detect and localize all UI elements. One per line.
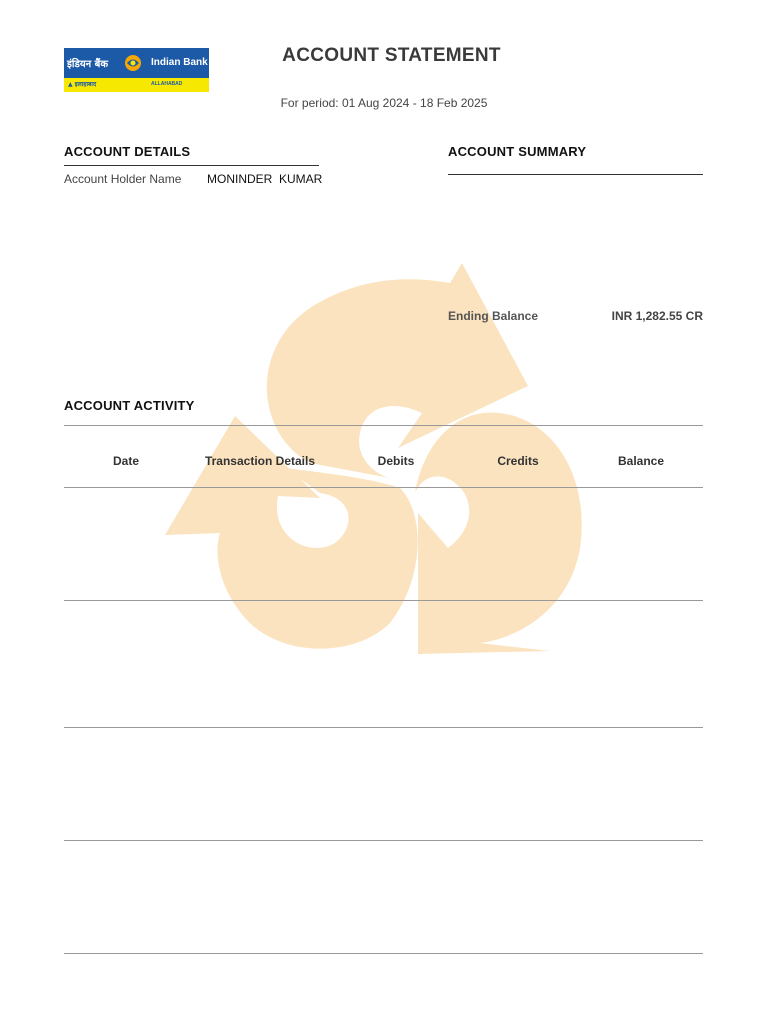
account-holder-label: Account Holder Name: [64, 172, 182, 186]
column-header-debits: Debits: [377, 454, 415, 468]
ending-balance-value: INR 1,282.55 CR: [611, 309, 703, 323]
bank-logo: [64, 48, 209, 92]
table-row-divider: [64, 840, 703, 841]
logo-sub-english: ALLAHABAD: [151, 81, 183, 87]
column-header-credits: Credits: [497, 454, 539, 468]
account-details-divider: [64, 165, 319, 166]
account-activity-heading: ACCOUNT ACTIVITY: [64, 398, 195, 413]
table-row-divider: [64, 953, 703, 954]
logo-hindi-name: इंडियन बैंक: [67, 59, 109, 70]
account-details-heading: ACCOUNT DETAILS: [64, 144, 191, 159]
statement-period: For period: 01 Aug 2024 - 18 Feb 2025: [280, 96, 488, 110]
column-header-date: Date: [112, 454, 139, 468]
table-row-divider: [64, 600, 703, 601]
table-header-border: [64, 487, 703, 488]
account-summary-divider: [448, 174, 703, 175]
logo-sub-hindi: ▲ इलाहाबाद: [68, 81, 97, 88]
bank-emblem-icon: [121, 53, 145, 73]
logo-english-name: Indian Bank: [151, 57, 208, 68]
table-row-divider: [64, 727, 703, 728]
table-top-border: [64, 425, 703, 426]
page-title: ACCOUNT STATEMENT: [282, 45, 501, 66]
column-header-transaction-details: Transaction Details: [204, 454, 316, 468]
account-holder-value: MONINDER KUMAR: [207, 172, 323, 186]
column-header-balance: Balance: [617, 454, 665, 468]
account-summary-heading: ACCOUNT SUMMARY: [448, 144, 587, 159]
ending-balance-label: Ending Balance: [448, 309, 539, 323]
